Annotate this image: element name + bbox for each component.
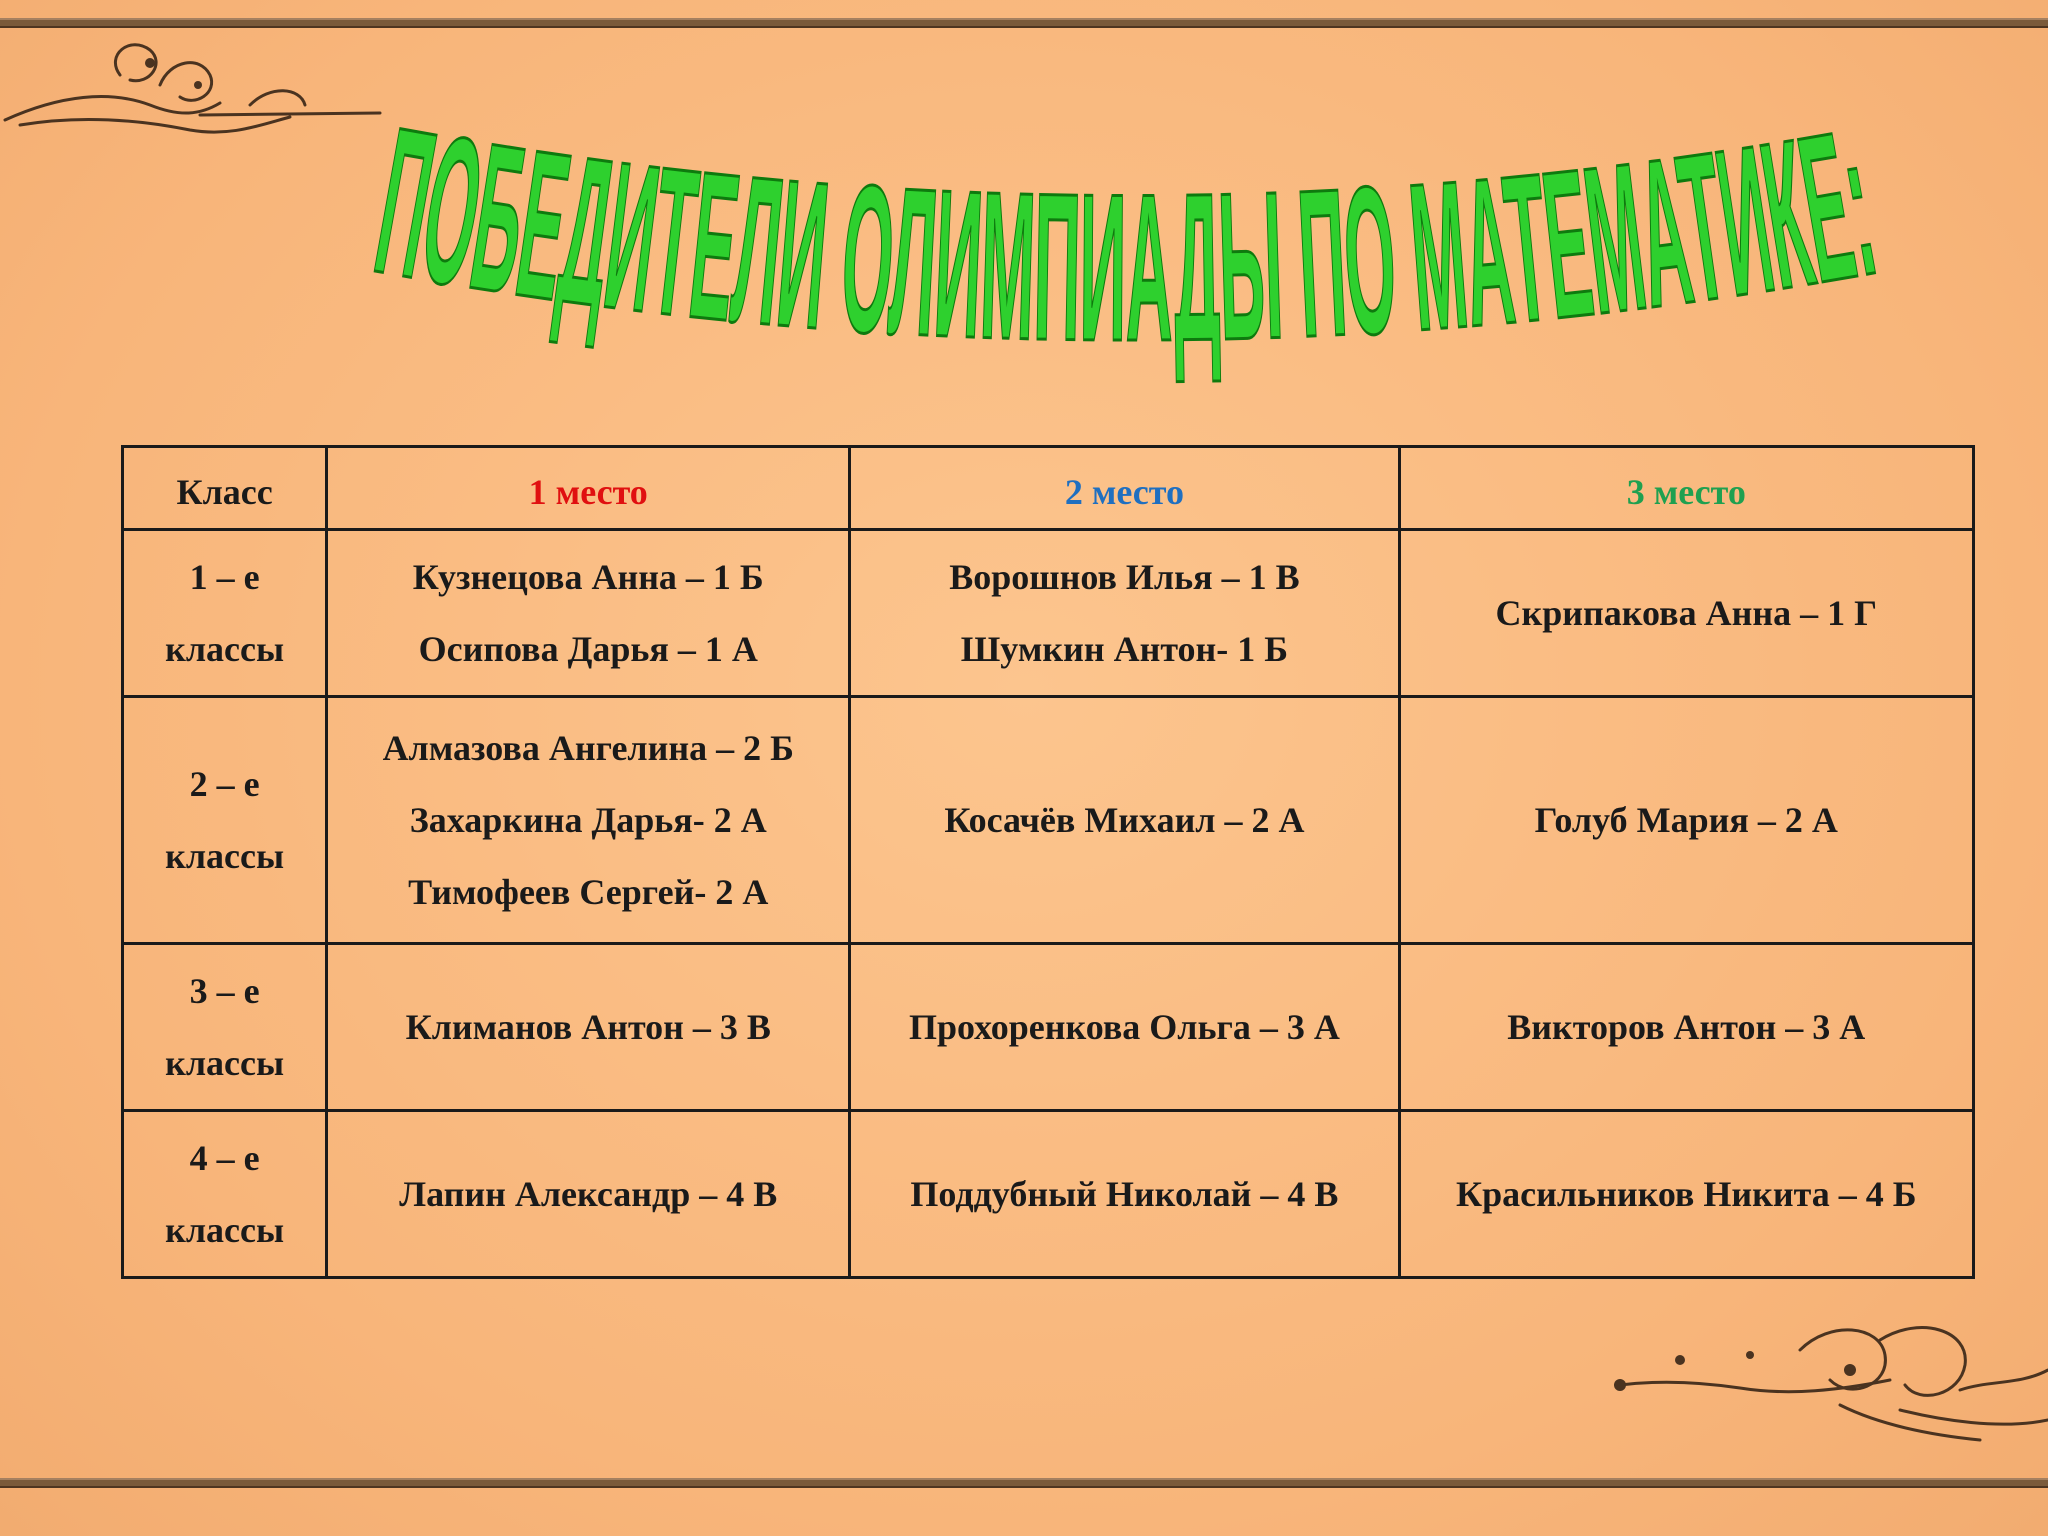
winner-name: Викторов Антон – 3 А bbox=[1507, 1007, 1866, 1047]
winner-name: Голуб Мария – 2 А bbox=[1534, 800, 1838, 840]
winner-name: Прохоренкова Ольга – 3 А bbox=[908, 1007, 1340, 1047]
decorative-flourish-top-left bbox=[0, 25, 400, 145]
winner-name: Ворошнов Илья – 1 В bbox=[949, 557, 1300, 597]
place-3-cell bbox=[1399, 1111, 1973, 1278]
table-row bbox=[123, 944, 1974, 1111]
winner-name: Поддубный Николай – 4 В bbox=[910, 1174, 1339, 1214]
bottom-border-rule bbox=[0, 1478, 2048, 1488]
winner-name: Косачёв Михаил – 2 А bbox=[944, 800, 1305, 840]
title-text: ПОБЕДИТЕЛИ ОЛИМПИАДЫ ПО МАТЕМАТИК bbox=[362, 80, 1910, 388]
table-row bbox=[123, 1111, 1974, 1278]
header-place-2: 2 место bbox=[850, 447, 1399, 530]
place-1-cell bbox=[327, 944, 850, 1111]
class-number: 3 – е bbox=[189, 971, 260, 1011]
table-header-row bbox=[123, 447, 1974, 530]
place-3-cell bbox=[1399, 530, 1973, 697]
decorative-flourish-bottom-right bbox=[1600, 1310, 2048, 1460]
place-2-cell bbox=[850, 530, 1399, 697]
class-number: 1 – е bbox=[189, 557, 260, 597]
winner-name: Скрипакова Анна – 1 Г bbox=[1495, 593, 1877, 633]
winner-name: Захаркина Дарья- 2 А bbox=[409, 800, 767, 840]
page-title bbox=[350, 30, 1910, 400]
class-number: 2 – е bbox=[189, 764, 260, 804]
winner-name: Кузнецова Анна – 1 Б bbox=[412, 557, 764, 597]
place-2-cell bbox=[850, 1111, 1399, 1278]
winners-table bbox=[121, 445, 1975, 1279]
place-3-cell bbox=[1399, 697, 1973, 944]
place-1-cell bbox=[327, 697, 850, 944]
class-word: классы bbox=[165, 836, 285, 876]
class-number: 4 – е bbox=[189, 1138, 260, 1178]
class-word: классы bbox=[165, 1043, 285, 1083]
svg-text:ПОБЕДИТЕЛИ ОЛИМПИАДЫ ПО МАТЕМА bbox=[362, 80, 1910, 388]
winner-name: Тимофеев Сергей- 2 А bbox=[408, 872, 769, 912]
class-cell bbox=[123, 697, 327, 944]
table-row bbox=[123, 530, 1974, 697]
class-word: классы bbox=[165, 629, 285, 669]
place-2-cell bbox=[850, 697, 1399, 944]
place-2-cell bbox=[850, 944, 1399, 1111]
place-3-cell bbox=[1399, 944, 1973, 1111]
winner-name: Осипова Дарья – 1 А bbox=[418, 629, 758, 669]
winner-name: Шумкин Антон- 1 Б bbox=[960, 629, 1289, 669]
class-cell bbox=[123, 1111, 327, 1278]
winner-name: Лапин Александр – 4 В bbox=[399, 1174, 778, 1214]
place-1-cell bbox=[327, 1111, 850, 1278]
header-place-1: 1 место bbox=[327, 447, 850, 530]
table-row bbox=[123, 697, 1974, 944]
header-class: Класс bbox=[123, 447, 327, 530]
winner-name: Климанов Антон – 3 В bbox=[405, 1007, 771, 1047]
class-cell bbox=[123, 944, 327, 1111]
class-word: классы bbox=[165, 1210, 285, 1250]
winner-name: Красильников Никита – 4 Б bbox=[1456, 1174, 1917, 1214]
class-cell bbox=[123, 530, 327, 697]
place-1-cell bbox=[327, 530, 850, 697]
header-place-3: 3 место bbox=[1399, 447, 1973, 530]
winner-name: Алмазова Ангелина – 2 Б bbox=[382, 728, 794, 768]
title-wordart bbox=[350, 30, 1910, 400]
